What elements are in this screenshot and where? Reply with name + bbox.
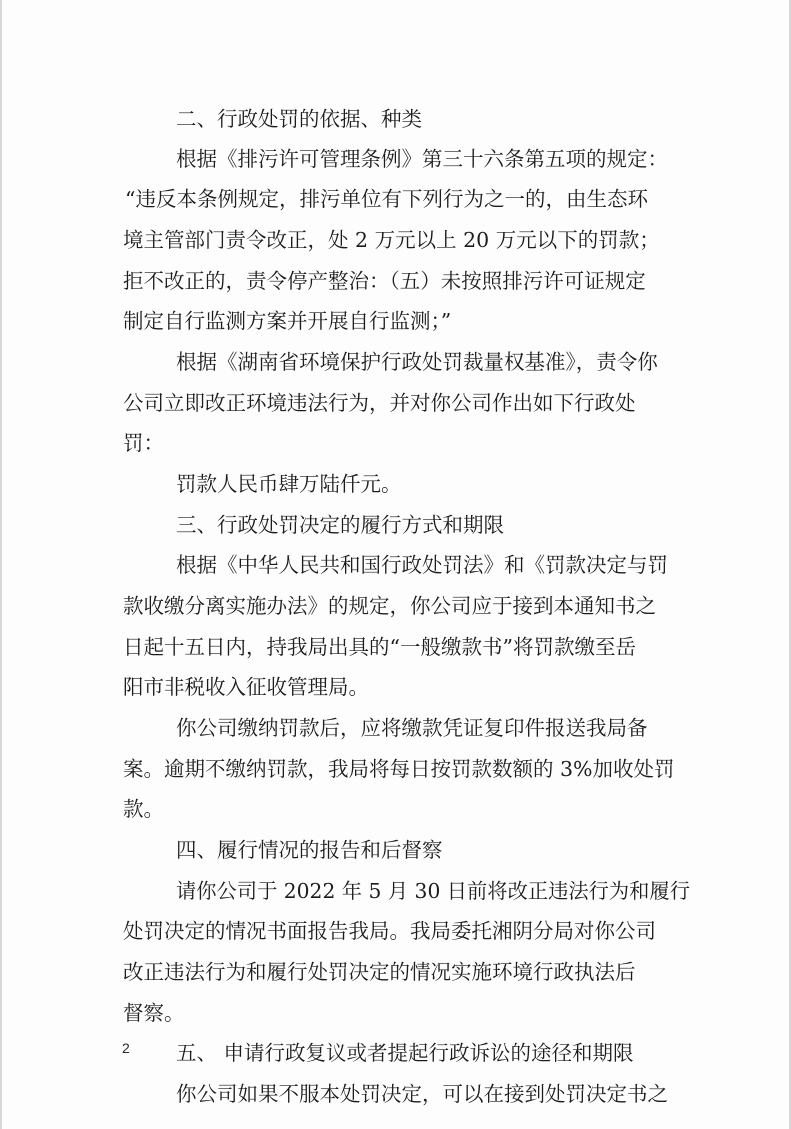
text-line: 处罚决定的情况书面报告我局。我局委托湘阴分局对你公司 bbox=[123, 919, 656, 943]
paragraph-line bbox=[0, 754, 791, 784]
text-line: 改正违法行为和履行处罚决定的情况实施环境行政执法后 bbox=[123, 960, 636, 984]
text-line: 四、履行情况的报告和后督察 bbox=[176, 838, 443, 862]
text-line: 公司立即改正环境违法行为，并对你公司作出如下行政处 bbox=[123, 391, 636, 415]
paragraph-line bbox=[0, 388, 791, 418]
text-line: 根据《中华人民共和国行政处罚法》和《罚款决定与罚 bbox=[176, 553, 668, 577]
penalty-amount-line bbox=[0, 469, 791, 499]
text-line: 阳市非税收入征收管理局。 bbox=[123, 675, 369, 699]
text-line: 你公司缴纳罚款后，应将缴款凭证复印件报送我局备 bbox=[176, 716, 648, 740]
text-line: 二、行政处罚的依据、种类 bbox=[176, 107, 422, 131]
text-line: 款。 bbox=[123, 797, 164, 821]
paragraph-line bbox=[0, 1079, 791, 1109]
page-number: 2 bbox=[122, 1040, 130, 1056]
text-line: 督察。 bbox=[123, 1001, 185, 1025]
paragraph-line bbox=[0, 876, 791, 906]
text-line: 境主管部门责令改正，处 2 万元以上 20 万元以下的罚款； bbox=[123, 228, 660, 252]
section-heading-report bbox=[0, 835, 791, 865]
section-heading-basis bbox=[0, 104, 791, 134]
text-line: 罚： bbox=[123, 431, 164, 455]
paragraph-line bbox=[0, 266, 791, 296]
paragraph-line bbox=[0, 591, 791, 621]
paragraph-line bbox=[0, 347, 791, 377]
text-line: 你公司如果不服本处罚决定，可以在接到处罚决定书之 bbox=[176, 1082, 668, 1106]
paragraph-line bbox=[0, 672, 791, 702]
paragraph-line bbox=[0, 550, 791, 580]
text-line: 罚款人民币肆万陆仟元。 bbox=[176, 472, 402, 496]
text-line: 日起十五日内，持我局出具的“一般缴款书”将罚款缴至岳 bbox=[123, 635, 636, 659]
text-line: 款收缴分离实施办法》的规定，你公司应于接到本通知书之 bbox=[123, 594, 656, 618]
text-line: “违反本条例规定，排污单位有下列行为之一的，由生态环 bbox=[125, 187, 648, 211]
text-line: 根据《排污许可管理条例》第三十六条第五项的规定： bbox=[176, 147, 668, 171]
paragraph-line bbox=[0, 184, 791, 214]
paragraph-line bbox=[0, 144, 791, 174]
text-line: 根据《湖南省环境保护行政处罚裁量权基准》，责令你 bbox=[176, 350, 658, 374]
paragraph-line bbox=[0, 998, 791, 1028]
text-line: 拒不改正的，责令停产整治：（五）未按照排污许可证规定 bbox=[123, 269, 646, 293]
paragraph-line bbox=[0, 225, 791, 255]
section-heading-review bbox=[0, 1038, 791, 1068]
text-line: 三、行政处罚决定的履行方式和期限 bbox=[176, 513, 504, 537]
section-heading-performance bbox=[0, 510, 791, 540]
paragraph-line bbox=[0, 306, 791, 336]
text-line: 制定自行监测方案并开展自行监测；” bbox=[123, 309, 452, 333]
paragraph-line bbox=[0, 957, 791, 987]
paragraph-line bbox=[0, 794, 791, 824]
paragraph-line bbox=[0, 428, 791, 458]
text-line: 请你公司于 2022 年 5 月 30 日前将改正违法行为和履行 bbox=[176, 879, 690, 903]
paragraph-line bbox=[0, 916, 791, 946]
text-line: 五、 申请行政复议或者提起行政诉讼的途径和期限 bbox=[176, 1041, 634, 1065]
paragraph-line bbox=[0, 713, 791, 743]
text-line: 案。逾期不缴纳罚款，我局将每日按罚款数额的 3%加收处罚 bbox=[123, 757, 675, 781]
paragraph-line bbox=[0, 632, 791, 662]
